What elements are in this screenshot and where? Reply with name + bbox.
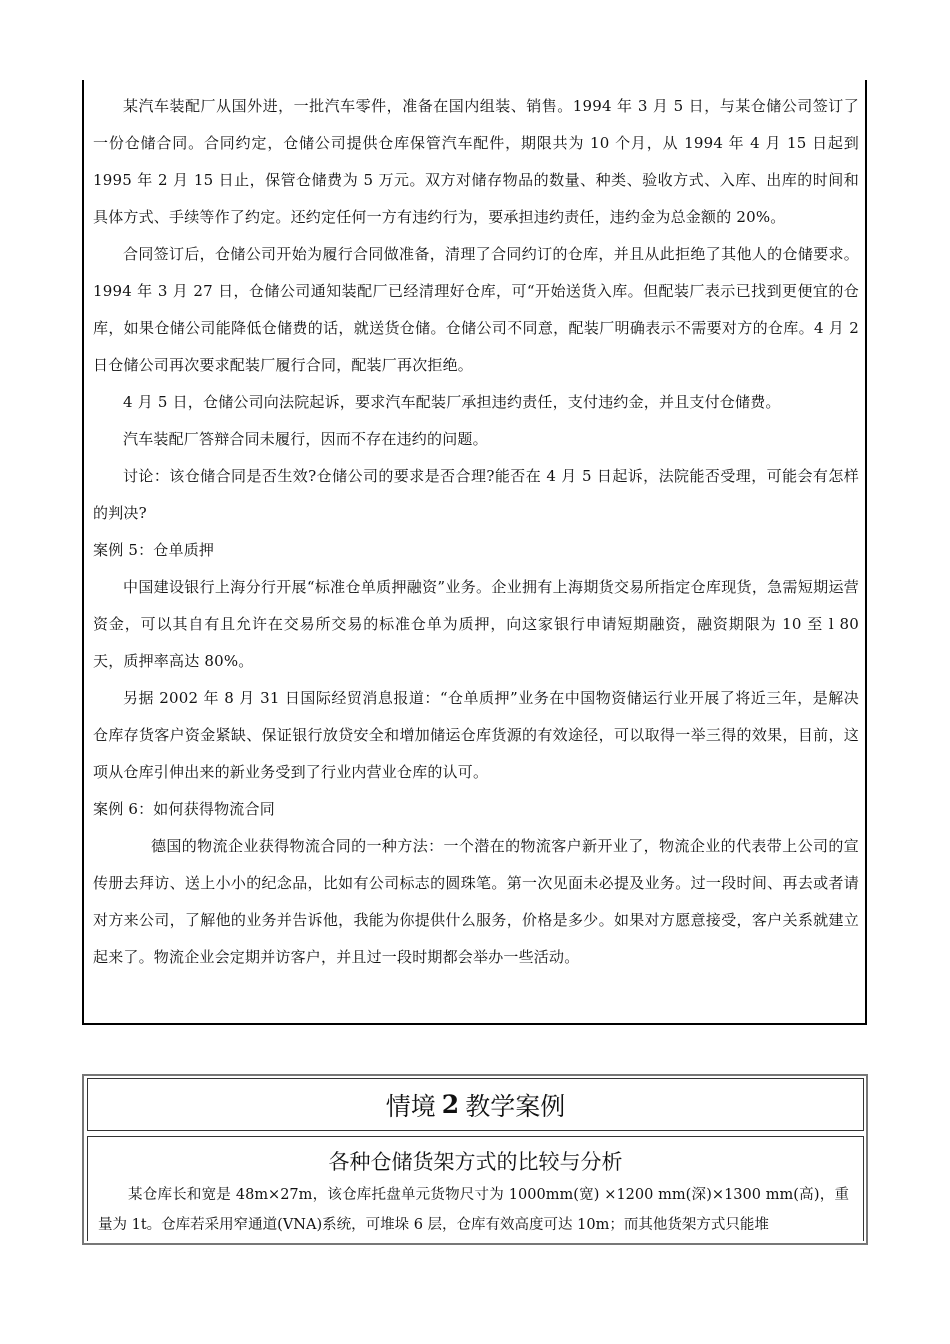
section2-title-pre: 情境 xyxy=(385,1091,436,1121)
case5-paragraph-2: 另据 2002 年 8 月 31 日国际经贸消息报道：“仓单质押”业务在中国物资储运行业开展了将近三年，是解决仓库存货客户资金紧缺、保证银行放贷安全和增加储运仓库货源的有效途径，可以取得一举三得的效果，目前，这项从仓库引伸出来的新业务受到了行业内营业仓库的认可。 xyxy=(93,689,859,781)
case4-paragraph-3: 4 月 5 日，仓储公司向法院起诉，要求汽车配装厂承担违约责任，支付违约金，并且支付仓储费。 xyxy=(123,393,781,411)
section2-paragraph xyxy=(98,1180,849,1240)
case5-paragraph-1: 中国建设银行上海分行开展“标准仓单质押融资”业务。企业拥有上海期货交易所指定仓库现货，急需短期运营资金，可以其自有且允许在交易所交易的标准仓单为质押，向这家银行申请短期融资，融资期限为 10 至 l 80 天，质押率高达 80%。 xyxy=(93,578,859,670)
case-content xyxy=(93,88,859,976)
case4-discussion: 讨论：该仓储合同是否生效?仓储公司的要求是否合理?能否在 4 月 5 日起诉，法院能否受理，可能会有怎样的判决? xyxy=(93,467,859,522)
case6-heading: 案例 6：如何获得物流合同 xyxy=(93,800,275,818)
case4-paragraph-4: 汽车装配厂答辩合同未履行，因而不存在违约的问题。 xyxy=(123,430,488,448)
section2-title xyxy=(87,1078,864,1131)
case5-heading: 案例 5：仓单质押 xyxy=(93,541,215,559)
section2-paragraph-text: 某仓库长和宽是 48m×27m，该仓库托盘单元货物尺寸为 1000mm(宽) ×1200 mm(深)×1300 mm(高)，重量为 1t。仓库若采用窄通道(VNA)系统，可堆垛 6 层，仓库有效高度可达 10m；而其他货架方式只能堆 xyxy=(98,1187,849,1233)
section2-title-number: 2 xyxy=(441,1090,460,1119)
section2-title-post: 教学案例 xyxy=(465,1091,566,1121)
section2-subtitle: 各种仓储货架方式的比较与分析 xyxy=(328,1150,623,1174)
case4-paragraph-1: 某汽车装配厂从国外进，一批汽车零件，准备在国内组装、销售。1994 年 3 月 5 日，与某仓储公司签订了一份仓储合同。合同约定，仓储公司提供仓库保管汽车配件，期限共为 10 个月，从 1994 年 4 月 15 日起到 1995 年 2 月 15 日止，保管仓储费为 5 万元。双方对储存物品的数量、种类、验收方式、入库、出库的时间和具体方式、手续等作了约定。还约定任何一方有违约行为，要承担违约责任，违约金为总金额的 20%。 xyxy=(93,97,859,226)
case4-paragraph-2: 合同签订后，仓储公司开始为履行合同做准备，清理了合同约订的仓库，并且从此拒绝了其他人的仓储要求。1994 年 3 月 27 日，仓储公司通知装配厂已经清理好仓库，可“开始送货入库。但配装厂表示已找到更便宜的仓库，如果仓储公司能降低仓储费的话，就送货仓储。仓储公司不同意，配装厂明确表示不需要对方的仓库。4 月 2 日仓储公司再次要求配装厂履行合同，配装厂再次拒绝。 xyxy=(93,245,859,374)
section2-case-box xyxy=(87,1136,864,1241)
case6-paragraph-1: 德国的物流企业获得物流合同的一种方法：一个潜在的物流客户新开业了，物流企业的代表带上公司的宣传册去拜访、送上小小的纪念品，比如有公司标志的圆珠笔。第一次见面未必提及业务。过一段时间、再去或者请对方来公司，了解他的业务并告诉他，我能为你提供什么服务，价格是多少。如果对方愿意接受，客户关系就建立起来了。物流企业会定期并访客户，并且过一段时期都会举办一些活动。 xyxy=(93,837,859,966)
